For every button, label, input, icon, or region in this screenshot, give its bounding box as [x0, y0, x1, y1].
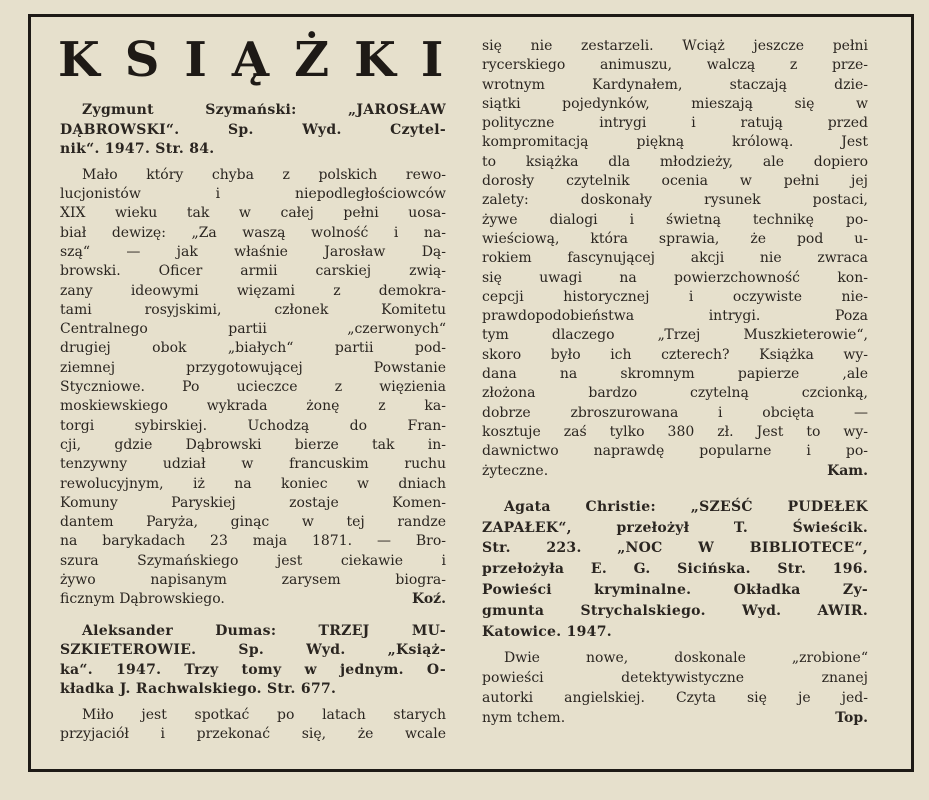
text-line-content: żyteczne.	[482, 462, 549, 479]
page-title: KSIĄŻKI	[58, 32, 469, 88]
text-line: kładka J. Rachwalskiego. Str. 677.	[60, 681, 337, 698]
text-line	[482, 462, 868, 481]
text-line: Powieści kryminalne. Okładka Zy-	[482, 582, 868, 599]
text-line: szura Szymańskiego jest ciekawie i	[60, 552, 446, 569]
review-heading	[60, 622, 446, 700]
text-line: polityczne intrygi i ratują przed	[482, 115, 868, 132]
text-line: rycerskiego animuszu, walczą z prze-	[482, 57, 868, 74]
text-line: Katowice. 1947.	[482, 623, 612, 640]
left-column	[60, 101, 446, 745]
text-line	[60, 590, 446, 609]
right-column	[482, 37, 868, 728]
text-line: żywe dialogi i świetną technikę po-	[482, 211, 868, 228]
text-line: dorosły czytelnik ocenia w pełni jej	[482, 173, 868, 190]
text-line	[482, 708, 868, 728]
text-line: Zygmunt Szymański: „JAROSŁAW	[82, 102, 446, 118]
review-heading	[482, 497, 868, 643]
block-spacer	[60, 610, 446, 622]
text-line: złożona bardzo czytelną czcionką,	[482, 385, 868, 402]
text-line: browski. Oficer armii carskiej zwią-	[60, 263, 446, 280]
text-line: to książka dla młodzieży, ale dopiero	[482, 153, 868, 170]
text-line: lucjonistów i niepodległościowców	[60, 186, 446, 203]
text-line: przełożyła E. G. Sicińska. Str. 196.	[482, 561, 868, 578]
text-line: powieści detektywistyczne znanej	[482, 670, 868, 687]
text-line-content: ficznym Dąbrowskiego.	[60, 591, 225, 608]
text-line: Komuny Paryskiej zostaje Komen-	[60, 494, 446, 511]
text-line: Agata Christie: „SZEŚĆ PUDEŁEK	[504, 498, 868, 515]
text-line: skoro było ich czterech? Książka wy-	[482, 346, 868, 363]
text-line: zalety: doskonały rysunek postaci,	[482, 192, 868, 209]
reviewer-signature: Top.	[835, 710, 868, 727]
text-line: szą“ — jak właśnie Jarosław Dą-	[60, 243, 446, 260]
text-line: żywo napisanym zarysem biogra-	[60, 572, 446, 589]
text-line: Mało który chyba z polskich rewo-	[82, 166, 446, 183]
text-line: SZKIETEROWIE. Sp. Wyd. „Książ-	[60, 642, 446, 659]
text-line: kosztuje zaś tylko 380 zł. Jest to wy-	[482, 423, 868, 440]
text-line: Dwie nowe, doskonale „zrobione“	[504, 650, 868, 667]
text-line: tym dlaczego „Trzej Muszkieterowie“,	[482, 327, 868, 344]
review-body	[60, 706, 446, 745]
text-line: cepcji historycznej i oczywiste nie-	[482, 288, 868, 305]
text-line: ziemnej przygotowującej Powstanie	[60, 359, 446, 376]
text-line: cji, gdzie Dąbrowski bierze tak in-	[60, 436, 446, 453]
text-line: na barykadach 23 maja 1871. — Bro-	[60, 533, 446, 550]
review-body	[482, 37, 868, 481]
text-line: gmunta Strychalskiego. Wyd. AWIR.	[482, 602, 868, 619]
text-line: Centralnego partii „czerwonych“	[60, 321, 446, 338]
text-line: wieściową, która sprawia, że pod u-	[482, 230, 868, 247]
text-line: nik“. 1947. Str. 84.	[60, 141, 215, 158]
block-spacer	[482, 481, 868, 497]
text-line: prawdopodobieństwa intrygi. Poza	[482, 308, 868, 325]
text-line: siątki pojedynków, mieszają się w	[482, 95, 868, 112]
reviewer-signature: Koź.	[411, 591, 446, 608]
text-line: wrotnym Kardynałem, staczają dzie-	[482, 76, 868, 93]
text-line: drugiej obok „białych“ partii pod-	[60, 340, 446, 357]
text-line: się nie zestarzeli. Wciąż jeszcze pełni	[482, 38, 868, 54]
text-line: dobrze zbroszurowana i obcięta —	[482, 404, 868, 421]
text-line: dana na skromnym papierze ,ale	[482, 366, 868, 383]
text-line: moskiewskiego wykrada żonę z ka-	[60, 398, 446, 415]
text-line: rewolucyjnym, iż na koniec w dniach	[60, 475, 446, 492]
text-line: biał dewizę: „Za waszą wolność i na-	[60, 224, 446, 241]
text-line: XIX wieku tak w całej pełni uosa-	[60, 205, 446, 222]
text-line: dawnictwo naprawdę popularne i po-	[482, 443, 868, 460]
review-body	[60, 166, 446, 610]
review-heading	[60, 101, 446, 160]
review-body	[482, 648, 868, 728]
text-line: ka“. 1947. Trzy tomy w jednym. O-	[60, 661, 446, 678]
text-line: dantem Paryża, ginąc w tej randze	[60, 514, 446, 531]
text-line: tenzywny udział w francuskim ruchu	[60, 456, 446, 473]
text-line: Styczniowe. Po ucieczce z więzienia	[60, 379, 446, 396]
text-line: tami rosyjskimi, członek Komitetu	[60, 301, 446, 318]
text-line: Str. 223. „NOC W BIBLIOTECE“,	[482, 540, 868, 557]
text-line: kompromitacją piękną królową. Jest	[482, 134, 868, 151]
reviewer-signature: Kam.	[827, 462, 868, 479]
text-line: torgi sybirskiej. Uchodzą do Fran-	[60, 417, 446, 434]
text-line: autorki angielskiej. Czyta się je jed-	[482, 690, 868, 707]
text-line: DĄBROWSKI“. Sp. Wyd. Czytel-	[60, 121, 446, 138]
text-line: Miło jest spotkać po latach starych	[82, 706, 446, 723]
text-line: ZAPAŁEK“, przełożył T. Świeścik.	[482, 519, 868, 536]
text-line: Aleksander Dumas: TRZEJ MU-	[82, 622, 446, 639]
text-line: się uwagi na powierzchowność kon-	[482, 269, 868, 286]
text-line: rokiem fascynującej akcji nie zwraca	[482, 250, 868, 267]
text-line-content: nym tchem.	[482, 710, 566, 727]
text-line: zany ideowymi więzami z demokra-	[60, 282, 446, 299]
text-line: przyjaciół i przekonać się, że wcale	[60, 726, 446, 743]
